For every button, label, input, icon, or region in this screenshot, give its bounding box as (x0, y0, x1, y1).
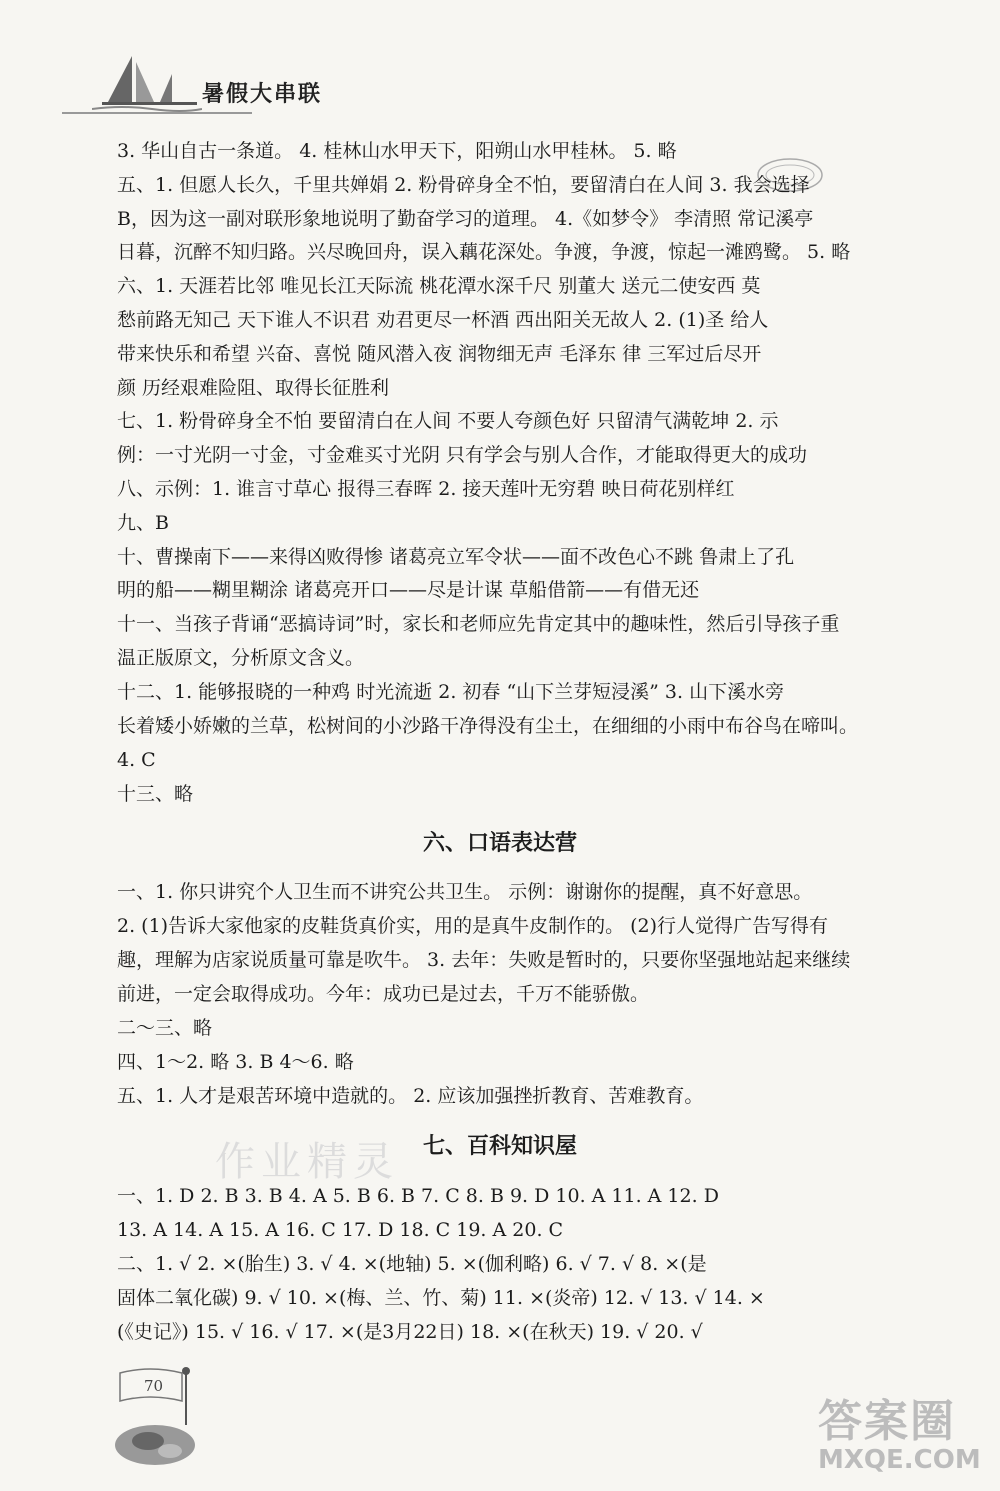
answer-line: 七、1. 粉骨碎身全不怕 要留清白在人间 不要人夸颜色好 只留清气满乾坤 2. 示 (117, 410, 779, 432)
answer-line: 二～三、略 (117, 1017, 213, 1039)
corner-watermark (818, 1385, 981, 1475)
answer-line: 颜 历经艰难险阻、取得长征胜利 (117, 377, 390, 399)
answer-line: 长着矮小娇嫩的兰草，松树间的小沙路干净得没有尘土，在细细的小雨中布谷鸟在啼叫。 (117, 715, 859, 737)
watermark-logo-text: 答案圈 (818, 1396, 956, 1447)
page-number-badge (110, 1365, 200, 1475)
answer-line: 愁前路无知己 天下谁人不识君 劝君更尽一杯酒 西出阳关无故人 2. (1)圣 给人 (117, 309, 769, 331)
answer-line: 十二、1. 能够报晓的一种鸡 时光流逝 2. 初春 “山下兰芽短浸溪” 3. 山下溪水旁 (117, 681, 785, 703)
answer-line: 4. C (117, 749, 156, 771)
answer-line: 六、1. 天涯若比邻 唯见长江天际流 桃花潭水深千尺 别董大 送元二使安西 莫 (117, 275, 761, 297)
answer-line: 二、1. √ 2. ×(胎生) 3. √ 4. ×(地轴) 5. ×(伽利略) 6. √ 7. √ 8. ×(是 (117, 1253, 707, 1275)
answer-line: 四、1～2. 略 3. B 4～6. 略 (117, 1051, 354, 1073)
page-number: 70 (144, 1377, 164, 1395)
page-header (62, 52, 382, 122)
answer-line: 十三、略 (117, 783, 194, 805)
answer-line: 趣，理解为店家说质量可靠是吹牛。 3. 去年：失败是暂时的，只要你坚强地站起来继续 (117, 949, 851, 971)
answer-line: 明的船——糊里糊涂 诸葛亮开口——尽是计谋 草船借箭——有借无还 (117, 579, 700, 601)
sailboat-icon (92, 52, 202, 114)
answer-line: 日暮，沉醉不知归路。兴尽晚回舟，误入藕花深处。争渡，争渡，惊起一滩鸥鹭。 5. 略 (117, 241, 851, 263)
watermark-text: 作业精灵 (215, 1139, 399, 1185)
answer-line: 温正版原文，分析原文含义。 (117, 647, 365, 669)
answer-line: 13. A 14. A 15. A 16. C 17. D 18. C 19. A 20. C (117, 1219, 564, 1241)
answer-line: 九、B (117, 512, 169, 534)
header-title: 暑假大串联 (202, 81, 323, 107)
section-title: 六、口语表达营 (422, 831, 577, 856)
answer-line: 十一、当孩子背诵“恶搞诗词”时，家长和老师应先肯定其中的趣味性，然后引导孩子重 (117, 613, 840, 635)
answer-line: 带来快乐和希望 兴奋、喜悦 随风潜入夜 润物细无声 毛泽东 律 三军过后尽开 (117, 343, 762, 365)
answer-line: 八、示例：1. 谁言寸草心 报得三春晖 2. 接天莲叶无穷碧 映日荷花别样红 (117, 478, 735, 500)
answer-line: 一、1. D 2. B 3. B 4. A 5. B 6. B 7. C 8. B 9. D 10. A 11. A 12. D (117, 1185, 719, 1207)
answer-line: 例：一寸光阴一寸金，寸金难买寸光阴 只有学会与别人合作，才能取得更大的成功 (117, 444, 808, 466)
answer-line: 十、曹操南下——来得凶败得惨 诸葛亮立军令状——面不改色心不跳 鲁肃上了孔 (117, 546, 795, 568)
answer-line: 五、1. 人才是艰苦环境中造就的。 2. 应该加强挫折教育、苦难教育。 (117, 1085, 704, 1107)
header-divider (62, 112, 252, 114)
answer-line: B，因为这一副对联形象地说明了勤奋学习的道理。 4.《如梦令》 李清照 常记溪亭 (117, 208, 814, 230)
answer-line: 五、1. 但愿人长久，千里共婵娟 2. 粉骨碎身全不怕，要留清白在人间 3. 我会选择 (117, 174, 810, 196)
answer-line: 固体二氧化碳) 9. √ 10. ×(梅、兰、竹、菊) 11. ×(炎帝) 12. √ 13. √ 14. × (117, 1287, 765, 1309)
answer-line: 前进，一定会取得成功。今年：成功已是过去，千万不能骄傲。 (117, 983, 650, 1005)
answer-line: (《史记》) 15. √ 16. √ 17. ×(是3月22日) 18. ×(在秋天) 19. √ 20. √ (117, 1321, 703, 1343)
answer-line: 2. (1)告诉大家他家的皮鞋货真价实，用的是真牛皮制作的。 (2)行人觉得广告写得有 (117, 915, 829, 937)
section-title: 七、百科知识屋 (422, 1134, 577, 1159)
watermark-url: MXQE.COM (818, 1445, 981, 1475)
answer-line: 一、1. 你只讲究个人卫生而不讲究公共卫生。 示例：谢谢你的提醒，真不好意思。 (117, 881, 813, 903)
answer-line: 3. 华山自古一条道。 4. 桂林山水甲天下，阳朔山水甲桂林。 5. 略 (117, 140, 677, 162)
